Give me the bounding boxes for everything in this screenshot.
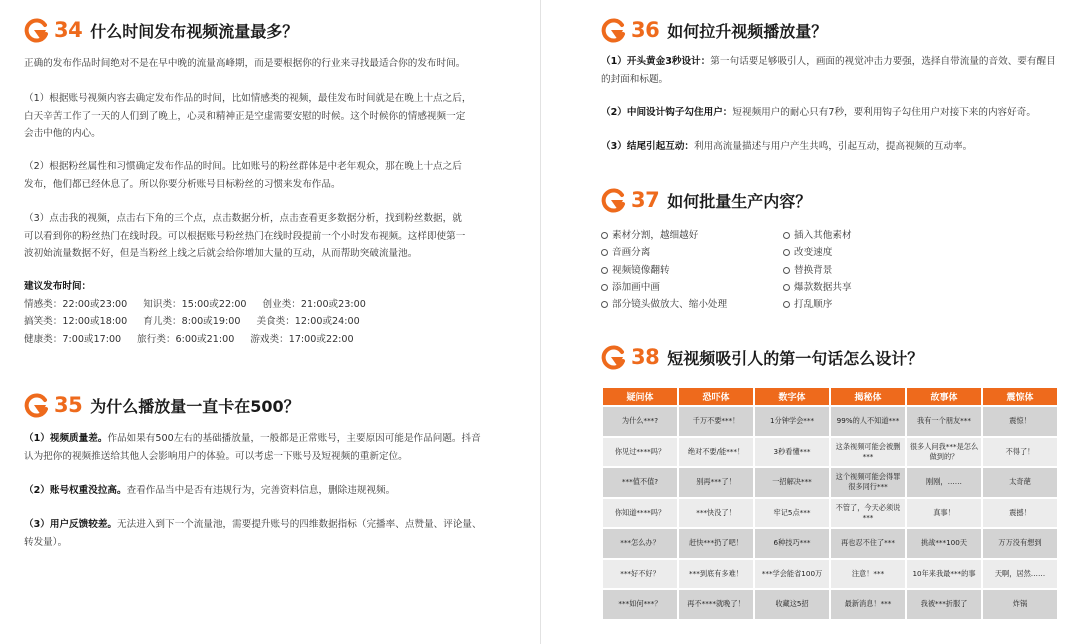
table-cell: ***到底有多难！ — [678, 559, 754, 590]
table-cell: 3秒看懂*** — [754, 437, 830, 468]
list-item-label: 音画分离 — [612, 247, 651, 259]
point-lead: （2）中间设计钩子勾住用户： — [601, 107, 733, 118]
table-cell: 再也忍不住了*** — [830, 528, 906, 559]
table-cell: 太奇葩 — [982, 467, 1058, 498]
table-cell: 刚刚，…… — [906, 467, 982, 498]
list-item-label: 素材分割，越细越好 — [612, 230, 699, 241]
point-lead: （1）视频质量差。 — [24, 433, 108, 444]
text-line — [24, 430, 524, 448]
s36-point-3 — [601, 138, 1063, 156]
column-header: 故事体 — [906, 387, 982, 406]
table-row — [602, 498, 1058, 529]
table-cell: 99%的人不知道*** — [830, 406, 906, 437]
list-item — [783, 227, 903, 244]
table-cell: 震惊！ — [982, 406, 1058, 437]
section-title: 什么时间发布视频流量最多？ — [90, 21, 299, 41]
s34-point-2 — [24, 158, 524, 193]
section-number: 38 — [631, 345, 660, 369]
list-item-label: 替换背景 — [794, 264, 833, 276]
orange-arrow-logo-icon — [601, 187, 627, 213]
text-line: （1）根据账号视频内容去确定发布作品的时间，比如情感类的视频，最佳发布时间就是在晚上十点之后， — [24, 93, 472, 104]
text-line: 可以看到你的粉丝热门在线时段。可以根据账号粉丝热门在线时段提前一个小时发布视频。这样即使第一 — [24, 230, 466, 242]
section-35-header — [24, 390, 300, 420]
table-cell: 我有一个朋友*** — [906, 406, 982, 437]
table-cell: 这条视频可能会被删*** — [830, 437, 906, 468]
section-title: 短视频吸引人的第一句话怎么设计？ — [667, 348, 924, 368]
text-line: 转发量）。 — [24, 536, 68, 548]
text-line: （3）点击我的视频，点击右下角的三个点，点击数据分析，点击查看更多数据分析，找到粉丝数据，就 — [24, 213, 462, 224]
table-cell: 你知道****吗？ — [602, 498, 678, 529]
table-cell: 不得了！ — [982, 437, 1058, 468]
text-line — [24, 482, 524, 500]
orange-arrow-logo-icon — [601, 17, 627, 43]
orange-arrow-logo-icon — [24, 17, 50, 43]
s35-point-3 — [24, 516, 524, 551]
s35-point-1 — [24, 430, 524, 465]
s34-times — [24, 278, 524, 348]
text-line — [601, 53, 1063, 71]
table-cell: ***好不好？ — [602, 559, 678, 590]
section-38-header — [601, 342, 923, 372]
time-item: 游戏类：17:00或22:00 — [250, 333, 354, 345]
list-item — [783, 244, 903, 261]
circle-bullet-icon — [601, 301, 608, 308]
time-item: 搞笑类：12:00或18:00 — [24, 316, 128, 327]
table-cell: 万万没有想到 — [982, 528, 1058, 559]
table-cell: 注意！*** — [830, 559, 906, 590]
table-cell: 炸锅 — [982, 589, 1058, 620]
circle-bullet-icon — [601, 232, 608, 239]
column-header: 震惊体 — [982, 387, 1058, 406]
table-cell: 这个视频可能会得罪很多同行*** — [830, 467, 906, 498]
table-cell: 收藏这5招 — [754, 589, 830, 620]
times-row — [24, 296, 524, 314]
list-item — [783, 296, 903, 313]
s34-point-3 — [24, 210, 524, 263]
s37-list — [601, 227, 901, 313]
table-cell: 别再***了！ — [678, 467, 754, 498]
point-text: 作品如果有500左右的基础播放量，一般都是正常账号，主要原因可能是作品问题。抖音 — [107, 433, 481, 444]
point-text: 无法进入到下一个流量池，需要提升账号的四维数据指标（完播率、点赞量、评论量、 — [117, 519, 482, 530]
list-item-label: 添加画中画 — [612, 281, 660, 293]
column-header: 疑问体 — [602, 387, 678, 406]
point-text: 查看作品当中是否有违规行为，完善资料信息，删除违规视频。 — [126, 485, 396, 496]
list-item-label: 爆款数据共享 — [794, 281, 852, 293]
section-34-header — [24, 15, 298, 45]
table-cell: 不管了，今天必须说*** — [830, 498, 906, 529]
time-item: 知识类：15:00或22:00 — [143, 298, 247, 310]
list-item-label: 改变速度 — [794, 247, 833, 259]
table-cell: ***学会能省100万 — [754, 559, 830, 590]
times-row — [24, 313, 524, 331]
time-item: 美食类：12:00或24:00 — [256, 316, 360, 327]
list-item — [601, 244, 783, 261]
text-line: 会击中他的内心。 — [24, 128, 101, 139]
text-line: 波初始流量数据不好，但是当粉丝上线之后就会给你增加大量的互动，从而帮助突破流量池。 — [24, 248, 418, 259]
point-lead: （3）结尾引起互动： — [601, 141, 695, 152]
table-cell: 挑战***100天 — [906, 528, 982, 559]
text-line — [24, 516, 524, 534]
table-cell: 你见过****吗？ — [602, 437, 678, 468]
table-row — [602, 437, 1058, 468]
text-line — [601, 138, 1063, 156]
table-cell: 很多人问我***是怎么做到的？ — [906, 437, 982, 468]
circle-bullet-icon — [601, 267, 608, 274]
section-title: 如何拉升视频播放量？ — [667, 21, 828, 41]
time-item: 创业类：21:00或23:00 — [262, 298, 366, 310]
text-line: 正确的发布作品时间绝对不是在早中晚的流量高峰期，而是要根据你的行业来寻找最适合你的发布时间。 — [24, 58, 466, 69]
point-lead: （2）账号权重没拉高。 — [24, 485, 127, 496]
table-cell: 赶快***扔了吧！ — [678, 528, 754, 559]
headline-style-table — [601, 386, 1059, 621]
table-row — [602, 467, 1058, 498]
orange-arrow-logo-icon — [24, 392, 50, 418]
column-header: 恐吓体 — [678, 387, 754, 406]
circle-bullet-icon — [783, 301, 790, 308]
orange-arrow-logo-icon — [601, 344, 627, 370]
list-item — [601, 227, 783, 244]
list-item-label: 部分镜头做放大、缩小处理 — [612, 299, 728, 311]
list-item — [783, 262, 903, 279]
text-line: 白天辛苦工作了一天的人们到了晚上，心灵和精神正是空虚需要安慰的时候。这个时候你的情感视频一定 — [24, 110, 466, 122]
table-cell: 一招解决*** — [754, 467, 830, 498]
time-item: 健康类：7:00或17:00 — [24, 333, 122, 345]
list-item — [783, 279, 903, 296]
table-header-row — [602, 387, 1058, 406]
point-text: 短视频用户的耐心只有7秒，要利用钩子勾住用户对接下来的内容好奇。 — [732, 107, 1036, 118]
s36-point-1 — [601, 53, 1063, 88]
section-title: 如何批量生产内容？ — [667, 191, 812, 211]
text-line: 认为把你的视频推送给其他人会影响用户的体验。可以考虑一下账号及短视频的重新定位。 — [24, 450, 408, 462]
point-lead: （3）用户反馈较差。 — [24, 519, 118, 530]
table-row — [602, 528, 1058, 559]
s34-point-1 — [24, 90, 524, 143]
text-line — [601, 104, 1063, 122]
time-item: 育儿类：8:00或19:00 — [143, 316, 241, 327]
table-cell: 千万不要***！ — [678, 406, 754, 437]
point-lead: （1）开头黄金3秒设计： — [601, 56, 711, 67]
section-number: 35 — [54, 393, 83, 417]
times-title: 建议发布时间： — [24, 281, 92, 292]
circle-bullet-icon — [783, 249, 790, 256]
circle-bullet-icon — [783, 232, 790, 239]
table-cell: 6种技巧*** — [754, 528, 830, 559]
list-item — [601, 279, 783, 296]
circle-bullet-icon — [783, 267, 790, 274]
table-cell: 震撼！ — [982, 498, 1058, 529]
list-item — [601, 262, 783, 279]
times-row — [24, 331, 524, 349]
section-number: 37 — [631, 188, 660, 212]
table-cell: 1分钟学会*** — [754, 406, 830, 437]
table-cell: 为什么***? — [602, 406, 678, 437]
list-item-label: 插入其他素材 — [794, 230, 852, 241]
point-text: 第一句话要足够吸引人，画面的视觉冲击力要强，选择自带流量的音效、要有醒目 — [710, 56, 1056, 67]
table-cell: 天啊，居然…… — [982, 559, 1058, 590]
circle-bullet-icon — [601, 284, 608, 291]
table-row — [602, 559, 1058, 590]
table-row — [602, 406, 1058, 437]
s36-point-2 — [601, 104, 1063, 122]
table-cell: 真事！ — [906, 498, 982, 529]
table-cell: ***值不值? — [602, 467, 678, 498]
table-cell: ***快没了！ — [678, 498, 754, 529]
point-text: 利用高流量描述与用户产生共鸣，引起互动，提高视频的互动率。 — [694, 141, 973, 152]
section-number: 36 — [631, 18, 660, 42]
table-row — [602, 589, 1058, 620]
s34-intro — [24, 55, 524, 73]
circle-bullet-icon — [601, 249, 608, 256]
table-cell: ***如何***？ — [602, 589, 678, 620]
list-item-label: 视频镜像翻转 — [612, 264, 670, 276]
time-item: 情感类：22:00或23:00 — [24, 298, 128, 310]
section-37-header — [601, 185, 811, 215]
table-cell: 再不****就晚了！ — [678, 589, 754, 620]
s35-point-2 — [24, 482, 524, 500]
table-cell: 绝对不要/能***！ — [678, 437, 754, 468]
section-36-header — [601, 15, 827, 45]
table-cell: 我被***折服了 — [906, 589, 982, 620]
column-header: 揭秘体 — [830, 387, 906, 406]
section-number: 34 — [54, 18, 83, 42]
section-title: 为什么播放量一直卡在500？ — [90, 396, 300, 416]
list-item-label: 打乱顺序 — [794, 299, 833, 311]
column-header: 数字体 — [754, 387, 830, 406]
table-cell: 10年来我最***的事 — [906, 559, 982, 590]
table-cell: ***怎么办？ — [602, 528, 678, 559]
circle-bullet-icon — [783, 284, 790, 291]
list-item — [601, 296, 783, 313]
table-cell: 最新消息！*** — [830, 589, 906, 620]
text-line: 发布，他们都已经休息了。所以你要分析账号目标粉丝的习惯来发布作品。 — [24, 178, 341, 190]
text-line: 的封面和标题。 — [601, 73, 669, 85]
text-line: （2）根据粉丝属性和习惯确定发布作品的时间。比如账号的粉丝群体是中老年观众，那在晚上十点之后 — [24, 161, 462, 172]
time-item: 旅行类：6:00或21:00 — [137, 333, 235, 345]
table-cell: 牢记5点*** — [754, 498, 830, 529]
